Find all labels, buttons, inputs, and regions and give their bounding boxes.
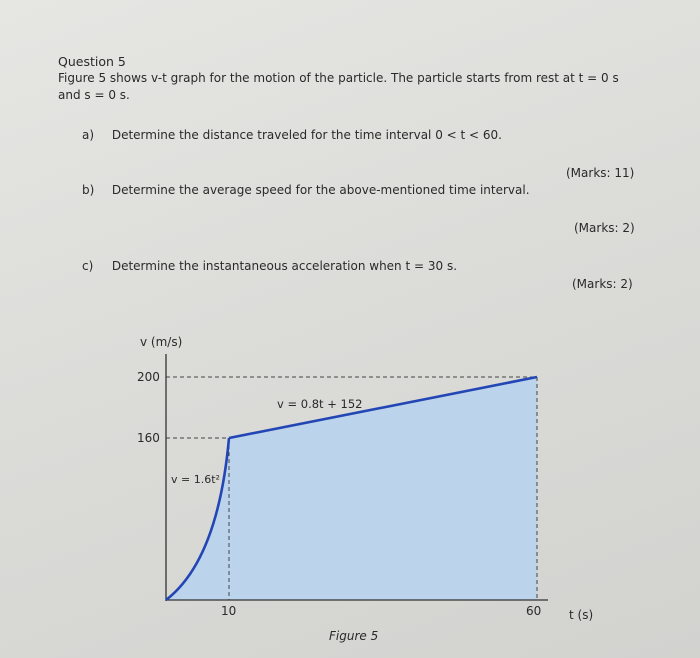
y-axis-label: v (m/s) — [140, 335, 183, 349]
question-title: Question 5 — [58, 54, 126, 69]
part-b-label: b) — [82, 183, 95, 197]
part-c-text: Determine the instantaneous acceleration when t = 30 s. — [111, 259, 458, 273]
x-tick-60: 60 — [526, 604, 542, 618]
x-tick-10: 10 — [221, 604, 237, 618]
question-statement-line-2: and s = 0 s. — [58, 88, 130, 102]
part-b-marks: (Marks: 2) — [574, 221, 635, 235]
part-a-text: Determine the distance traveled for the time interval 0 < t < 60. — [111, 128, 502, 142]
part-a-marks: (Marks: 11) — [566, 166, 635, 180]
part-c-marks: (Marks: 2) — [572, 277, 633, 291]
equation-segment-2: v = 0.8t + 152 — [277, 397, 363, 411]
part-b-text: Determine the average speed for the above-mentioned time interval. — [111, 183, 530, 197]
y-tick-200: 200 — [137, 370, 160, 384]
y-tick-160: 160 — [137, 431, 160, 445]
figure-caption: Figure 5 — [329, 629, 379, 643]
x-axis-label: t (s) — [569, 608, 594, 622]
part-a-label: a) — [82, 128, 95, 142]
part-c-label: c) — [82, 259, 94, 273]
question-statement-line-1: Figure 5 shows v-t graph for the motion of the particle. The particle starts from rest at t = 0 s — [58, 71, 619, 85]
equation-segment-1: v = 1.6t² — [171, 473, 220, 486]
